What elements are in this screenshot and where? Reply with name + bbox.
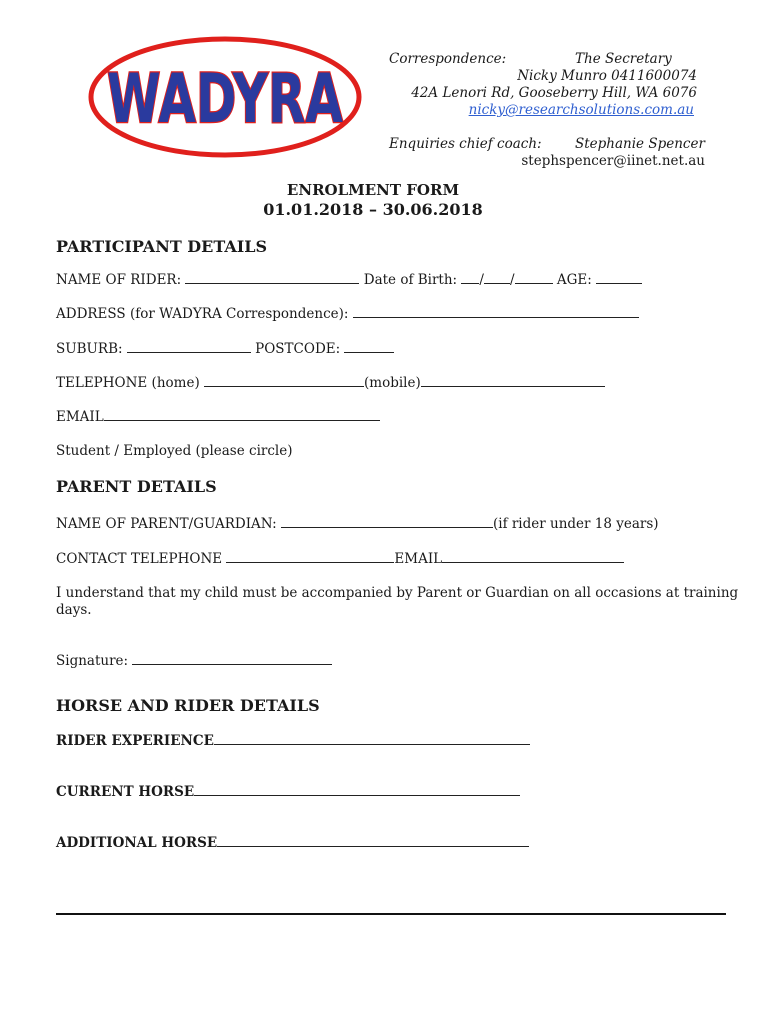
telephone-home-field[interactable] [204,375,364,387]
signature-label: Signature: [56,653,129,669]
rider-experience-field[interactable] [214,733,530,745]
current-horse-label: CURRENT HORSE [56,784,195,800]
horse-heading: HORSE AND RIDER DETAILS [56,696,320,715]
suburb-row [56,341,394,357]
enquiries-email: stephspencer@iinet.net.au [521,153,705,169]
correspondence-role: The Secretary [575,51,672,67]
rider-name-label: NAME OF RIDER: [56,272,182,288]
signature-row [56,653,332,669]
contact-telephone-label: CONTACT TELEPHONE [56,551,223,567]
contact-telephone-field[interactable] [226,551,394,563]
correspondence-block [0,51,770,191]
rider-experience-label: RIDER EXPERIENCE [56,733,214,749]
postcode-label: POSTCODE: [255,341,341,357]
form-period: 01.01.2018 – 30.06.2018 [263,200,483,219]
email-row [56,409,380,425]
address-label: ADDRESS (for WADYRA Correspondence): [56,306,349,322]
suburb-label: SUBURB: [56,341,123,357]
dob-year-field[interactable] [515,272,553,284]
parent-email-field[interactable] [442,551,624,563]
address-row [56,306,639,322]
suburb-field[interactable] [127,341,251,353]
age-label: AGE: [556,272,592,288]
current-horse-row [56,784,520,800]
parent-name-note: (if rider under 18 years) [492,516,659,532]
additional-horse-label: ADDITIONAL HORSE [56,835,218,851]
additional-horse-field[interactable] [217,835,529,847]
dob-month-field[interactable] [484,272,510,284]
form-title: ENROLMENT FORM [286,181,460,199]
signature-field[interactable] [132,653,332,665]
correspondence-email-link[interactable]: nicky@researchsolutions.com.au [468,102,694,118]
telephone-mobile-field[interactable] [421,375,605,387]
address-field[interactable] [353,306,639,318]
additional-horse-row [56,835,529,851]
parent-heading: PARENT DETAILS [56,477,217,496]
rider-experience-row [56,733,530,749]
age-field[interactable] [596,272,642,284]
email-label: EMAIL [56,409,104,425]
rider-name-row: NAME OF RIDER: Date of Birth: / / AGE: [56,272,642,288]
rider-name-field[interactable] [185,272,359,284]
logo-text: WADYRA [107,60,344,139]
correspondence-address: 42A Lenori Rd, Gooseberry Hill, WA 6076 [411,85,697,101]
bottom-divider [56,913,726,915]
telephone-home-label: TELEPHONE (home) [56,375,200,391]
correspondence-name: Nicky Munro 0411600074 [517,68,697,84]
correspondence-label: Correspondence: [389,51,507,67]
employment-status: Student / Employed (please circle) [56,443,293,459]
participant-heading: PARTICIPANT DETAILS [56,237,268,256]
telephone-row [56,375,605,391]
enquiries-name: Stephanie Spencer [575,136,705,152]
parent-name-label: NAME OF PARENT/GUARDIAN: [56,516,277,532]
email-field[interactable] [104,409,380,421]
enquiries-label: Enquiries chief coach: [389,136,542,152]
contact-row [56,551,624,567]
parent-email-label: EMAIL [394,551,443,567]
telephone-mobile-label: (mobile) [364,375,421,391]
parent-name-field[interactable] [281,516,493,528]
parent-name-row [56,516,659,532]
dob-label: Date of Birth: [363,272,458,288]
current-horse-field[interactable] [194,784,520,796]
consent-statement: I understand that my child must be accompanied by Parent or Guardian on all occasions at training [56,585,739,601]
postcode-field[interactable] [344,341,394,353]
dob-day-field[interactable] [461,272,479,284]
consent-statement-cont: days. [56,602,92,618]
